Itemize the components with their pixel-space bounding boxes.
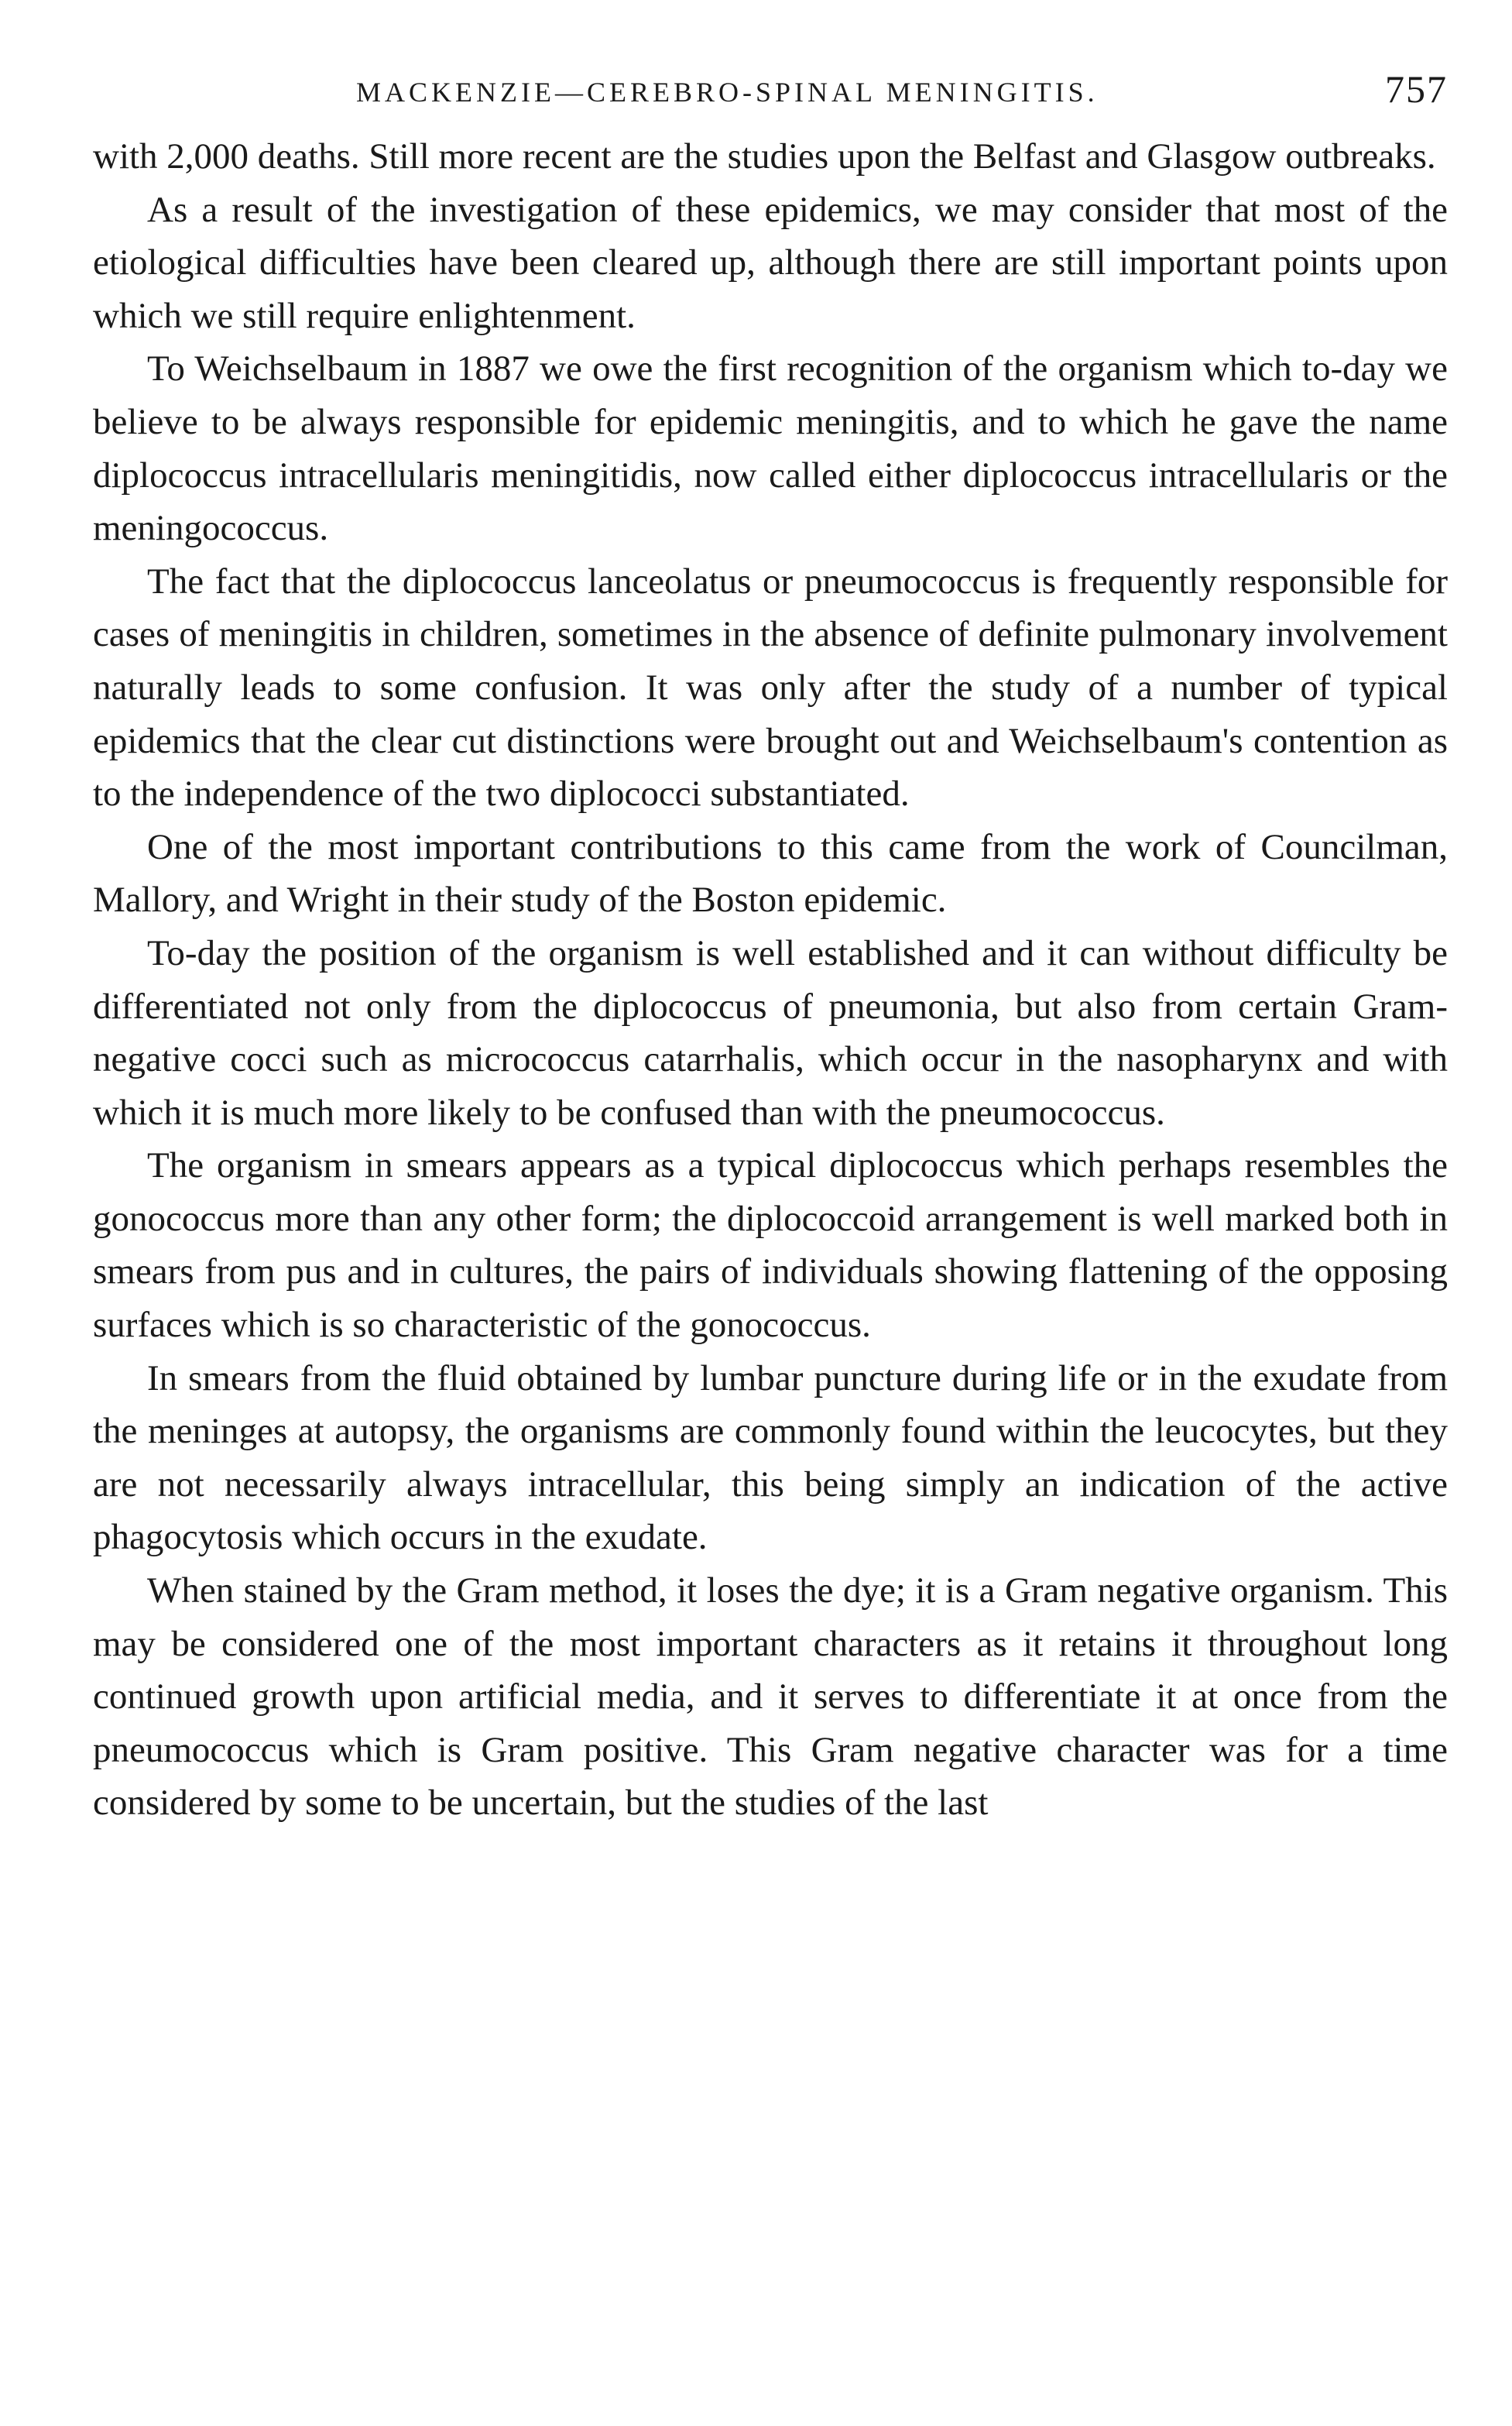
paragraph-gram-stain: When stained by the Gram method, it loses the dye; it is a Gram negative organism. This may be considered one of the most important characters as it retains it throughout long continued growth upon artificial media, and it serves to differentiate it at once from the pneumococcus which is Gram positive. This Gram negative character was for a time considered by some to be uncertain, but the studies of the last	[93, 1570, 1448, 1824]
paragraph-smear-appearance: The organism in smears appears as a typical diplococcus which perhaps resembles the gonococcus more than any other form; the diplococcoid arrangement is well marked both in smears from pus and in cultures, the pairs of individuals showing flattening of the opposing surfaces which is so characteristic of the gonococcus.	[93, 1145, 1448, 1346]
paragraph-investigation: As a result of the investigation of these epidemics, we may consider that most of the etiological difficulties have been cleared up, although there are still important points upon which we still require enlightenment.	[93, 189, 1448, 336]
paragraph-lumbar-puncture: In smears from the fluid obtained by lumbar puncture during life or in the exudate from the meninges at autopsy, the organisms are commonly found within the leucocytes, but they are not necessarily always intracellular, this being simply an indication of the active phagocytosis which occurs in the exudate.	[93, 1357, 1448, 1558]
running-title: MACKENZIE—CEREBRO-SPINAL MENINGITIS.	[356, 77, 1099, 108]
page-number: 757	[1385, 67, 1448, 111]
body-text	[93, 130, 1448, 1830]
running-header	[93, 62, 1448, 124]
paragraph-boston-epidemic: One of the most important contributions to this came from the work of Councilman, Mallory, and Wright in their study of the Boston epidemic.	[93, 826, 1448, 921]
book-page	[93, 62, 1448, 1830]
paragraph-weichselbaum: To Weichselbaum in 1887 we owe the first recognition of the organism which to-day we believe to be always responsible for epidemic meningitis, and to which he gave the name diplococcus intracellularis meningitidis, now called either diplococcus intracellularis or the meningococcus.	[93, 348, 1448, 549]
paragraph-pneumococcus-confusion: The fact that the diplococcus lanceolatus or pneumococcus is frequently responsible for cases of meningitis in children, sometimes in the absence of definite pulmonary involvement naturally leads to some confusion. It was only after the study of a number of typical epidemics that the clear cut distinctions were brought out and Weichselbaum's contention as to the independence of the two diplococci substantiated.	[93, 561, 1448, 815]
paragraph-continued: with 2,000 deaths. Still more recent are the studies upon the Belfast and Glasgow outbreaks.	[93, 136, 1436, 177]
paragraph-differentiation: To-day the position of the organism is well established and it can without difficulty be differentiated not only from the diplococcus of pneumonia, but also from certain Gram-negative cocci such as micrococcus catarrhalis, which occur in the nasopharynx and with which it is much more likely to be confused than with the pneumococcus.	[93, 932, 1448, 1133]
